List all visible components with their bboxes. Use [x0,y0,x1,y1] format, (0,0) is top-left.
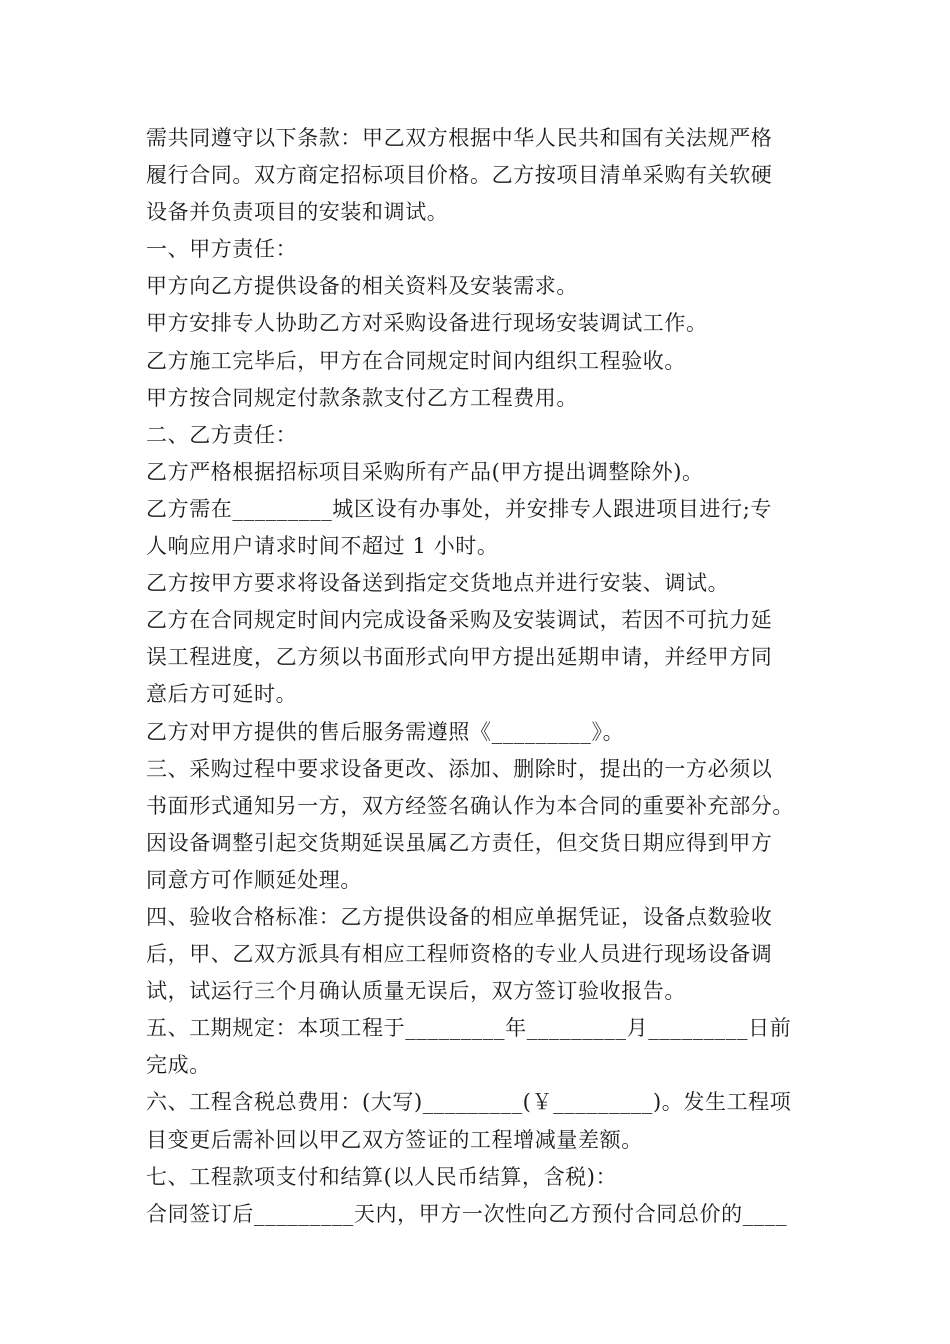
text-line: 书面形式通知另一方，双方经签名确认作为本合同的重要补充部分。 [146,793,794,818]
section-heading: 四、验收合格标准：乙方提供设备的相应单据凭证，设备点数验收 [146,904,773,929]
text-line: 乙方按甲方要求将设备送到指定交货地点并进行安装、调试。 [146,571,730,596]
text-line: 设备并负责项目的安装和调试。 [146,200,449,225]
text-line: 因设备调整引起交货期延误虽属乙方责任，但交货日期应得到甲方 [146,830,773,855]
text-line: 乙方严格根据招标项目采购所有产品(甲方提出调整除外)。 [146,459,704,484]
text-line: 甲方按合同规定付款条款支付乙方工程费用。 [146,385,578,410]
text-line: 需共同遵守以下条款：甲乙双方根据中华人民共和国有关法规严格 [146,126,773,150]
text-line: 甲方向乙方提供设备的相关资料及安装需求。 [146,274,578,299]
text-line: 乙方需在_________城区设有办事处，并安排专人跟进项目进行;专 [146,496,772,521]
text-line: 完成。 [146,1053,211,1078]
text-line: 试，试运行三个月确认质量无误后，双方签订验收报告。 [146,979,686,1004]
text-line: 乙方施工完毕后，甲方在合同规定时间内组织工程验收。 [146,348,686,373]
text-line: 后，甲、乙双方派具有相应工程师资格的专业人员进行现场设备调 [146,942,773,967]
section-heading: 一、甲方责任： [146,237,298,262]
text-line: 甲方安排专人协助乙方对采购设备进行现场安装调试工作。 [146,311,708,336]
section-heading: 三、采购过程中要求设备更改、添加、删除时，提出的一方必须以 [146,756,773,781]
text-line: 目变更后需补回以甲乙双方签证的工程增减量差额。 [146,1127,643,1152]
text-line: 乙方在合同规定时间内完成设备采购及安装调试，若因不可抗力延 [146,608,773,633]
section-heading: 二、乙方责任： [146,422,298,447]
text-line: 人响应用户请求时间不超过 1 小时。 [146,534,499,559]
contract-text [146,120,816,1233]
section-heading: 六、工程含税总费用：(大写)_________(￥_________)。发生工程项 [146,1090,792,1115]
text-line: 履行合同。双方商定招标项目价格。乙方按项目清单采购有关软硬 [146,163,773,188]
text-line: 意后方可延时。 [146,682,298,707]
text-line: 误工程进度，乙方须以书面形式向甲方提出延期申请，并经甲方同 [146,645,773,670]
text-line: 同意方可作顺延处理。 [146,867,362,892]
section-heading: 七、工程款项支付和结算(以人民币结算，含税)： [146,1164,618,1189]
text-line: 乙方对甲方提供的售后服务需遵照《_________》。 [146,719,625,744]
text-line: 合同签订后_________天内，甲方一次性向乙方预付合同总价的____ [146,1201,788,1226]
section-heading: 五、工期规定：本项工程于_________年_________月_________日前 [146,1016,792,1041]
